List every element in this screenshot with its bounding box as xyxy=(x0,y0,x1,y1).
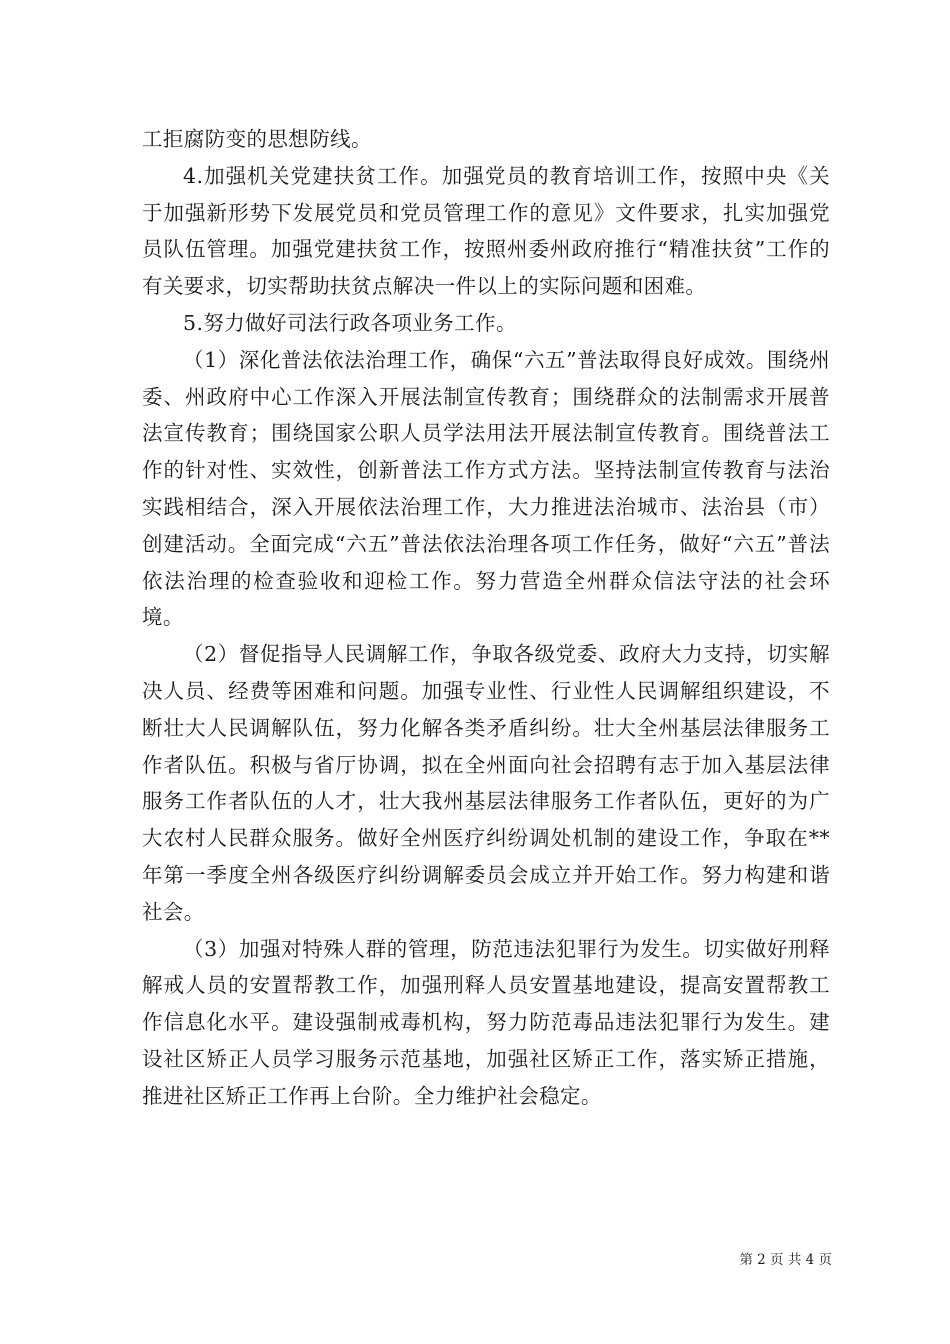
paragraph-3: 5.努力做好司法行政各项业务工作。 xyxy=(183,310,517,335)
page-number-footer: 第 2 页 共 4 页 xyxy=(739,1252,832,1268)
paragraph-5: （2）督促指导人民调解工作，争取各级党委、政府大力支持，切实解决人员、经费等困难和问题。加强专业性、行业性人民调解组织建设，不断壮大人民调解队伍，努力化解各类矛盾纠纷。壮大全州基层法律服务工作者队伍。积极与省厅协调，拟在全州面向社会招聘有志于加入基层法律服务工作者队伍的人才，壮大我州基层法律服务工作者队伍，更好的为广大农村人民群众服务。做好全州医疗纠纷调处机制的建设工作，争取在**年第一季度全州各级医疗纠纷调解委员会成立并开始工作。努力构建和谐社会。 xyxy=(142,642,830,924)
paragraph-6: （3）加强对特殊人群的管理，防范违法犯罪行为发生。切实做好刑释解戒人员的安置帮教工作，加强刑释人员安置基地建设，提高安置帮教工作信息化水平。建设强制戒毒机构，努力防范毒品违法犯罪行为发生。建设社区矫正人员学习服务示范基地，加强社区矫正工作，落实矫正措施，推进社区矫正工作再上台阶。全力维护社会稳定。 xyxy=(142,936,830,1108)
document-body xyxy=(142,121,830,1115)
paragraph-4: （1）深化普法依法治理工作，确保“六五”普法取得良好成效。围绕州委、州政府中心工作深入开展法制宣传教育；围绕群众的法制需求开展普法宣传教育；围绕国家公职人员学法用法开展法制宣传教育。围绕普法工作的针对性、实效性，创新普法工作方式方法。坚持法制宣传教育与法治实践相结合，深入开展依法治理工作，大力推进法治城市、法治县（市）创建活动。全面完成“六五”普法依法治理各项工作任务，做好“六五”普法依法治理的检查验收和迎检工作。努力营造全州群众信法守法的社会环境。 xyxy=(142,347,830,630)
paragraph-2: 4.加强机关党建扶贫工作。加强党员的教育培训工作，按照中央《关于加强新形势下发展党员和党员管理工作的意见》文件要求，扎实加强党员队伍管理。加强党建扶贫工作，按照州委州政府推行“精准扶贫”工作的有关要求，切实帮助扶贫点解决一件以上的实际问题和困难。 xyxy=(142,163,830,299)
paragraph-1: 工拒腐防变的思想防线。 xyxy=(142,127,372,151)
